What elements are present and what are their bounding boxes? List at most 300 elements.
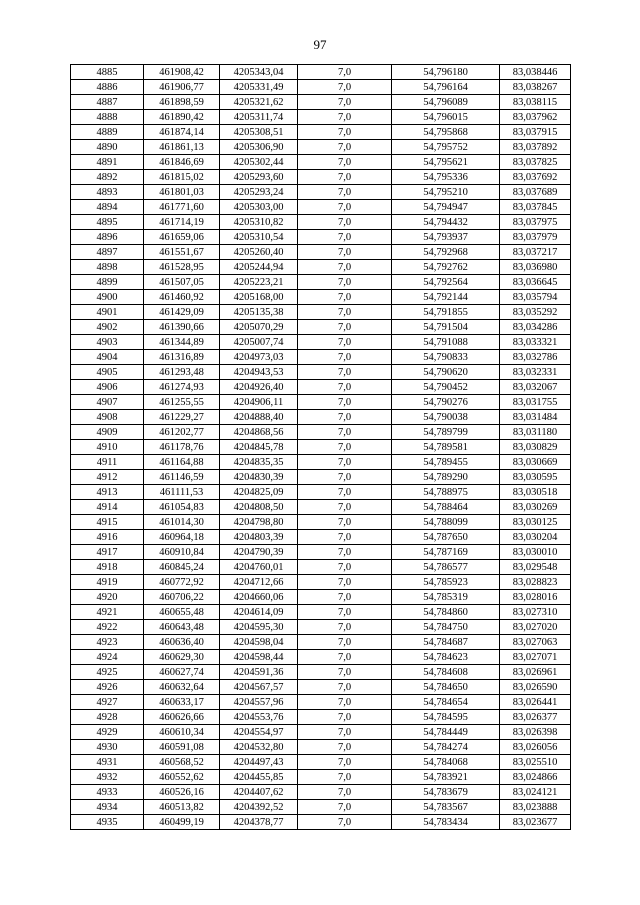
longitude-cell: 83,036980 [500, 260, 571, 275]
x-coordinate-cell: 460706,22 [144, 590, 220, 605]
longitude-cell: 83,026590 [500, 680, 571, 695]
latitude-cell: 54,787169 [392, 545, 500, 560]
point-number-cell: 4912 [71, 470, 144, 485]
table-row [71, 425, 571, 440]
latitude-cell: 54,795336 [392, 170, 500, 185]
value-cell: 7,0 [298, 95, 392, 110]
point-number-cell: 4931 [71, 755, 144, 770]
longitude-cell: 83,033321 [500, 335, 571, 350]
value-cell: 7,0 [298, 725, 392, 740]
longitude-cell: 83,023888 [500, 800, 571, 815]
x-coordinate-cell: 461846,69 [144, 155, 220, 170]
table-row [71, 635, 571, 650]
x-coordinate-cell: 460610,34 [144, 725, 220, 740]
point-number-cell: 4930 [71, 740, 144, 755]
value-cell: 7,0 [298, 365, 392, 380]
value-cell: 7,0 [298, 650, 392, 665]
x-coordinate-cell: 460568,52 [144, 755, 220, 770]
y-coordinate-cell: 4205308,51 [220, 125, 298, 140]
latitude-cell: 54,790620 [392, 365, 500, 380]
longitude-cell: 83,026961 [500, 665, 571, 680]
value-cell: 7,0 [298, 65, 392, 80]
y-coordinate-cell: 4204712,66 [220, 575, 298, 590]
page-number: 97 [313, 37, 327, 52]
x-coordinate-cell: 460845,24 [144, 560, 220, 575]
point-number-cell: 4904 [71, 350, 144, 365]
y-coordinate-cell: 4204392,52 [220, 800, 298, 815]
latitude-cell: 54,790276 [392, 395, 500, 410]
y-coordinate-cell: 4204557,96 [220, 695, 298, 710]
x-coordinate-cell: 461111,53 [144, 485, 220, 500]
latitude-cell: 54,783567 [392, 800, 500, 815]
table-row [71, 710, 571, 725]
y-coordinate-cell: 4205311,74 [220, 110, 298, 125]
longitude-cell: 83,027071 [500, 650, 571, 665]
table-row [71, 500, 571, 515]
y-coordinate-cell: 4205343,04 [220, 65, 298, 80]
y-coordinate-cell: 4204660,06 [220, 590, 298, 605]
longitude-cell: 83,034286 [500, 320, 571, 335]
point-number-cell: 4921 [71, 605, 144, 620]
value-cell: 7,0 [298, 740, 392, 755]
table-row [71, 410, 571, 425]
y-coordinate-cell: 4204868,56 [220, 425, 298, 440]
table-row [71, 305, 571, 320]
y-coordinate-cell: 4204906,11 [220, 395, 298, 410]
table-row [71, 650, 571, 665]
longitude-cell: 83,030269 [500, 500, 571, 515]
longitude-cell: 83,038446 [500, 65, 571, 80]
x-coordinate-cell: 460636,40 [144, 635, 220, 650]
table-row [71, 95, 571, 110]
latitude-cell: 54,783921 [392, 770, 500, 785]
point-number-cell: 4916 [71, 530, 144, 545]
x-coordinate-cell: 460526,16 [144, 785, 220, 800]
point-number-cell: 4917 [71, 545, 144, 560]
point-number-cell: 4907 [71, 395, 144, 410]
value-cell: 7,0 [298, 560, 392, 575]
value-cell: 7,0 [298, 215, 392, 230]
latitude-cell: 54,784608 [392, 665, 500, 680]
table-row [71, 770, 571, 785]
table-row [71, 65, 571, 80]
y-coordinate-cell: 4204790,39 [220, 545, 298, 560]
table-row [71, 245, 571, 260]
value-cell: 7,0 [298, 290, 392, 305]
value-cell: 7,0 [298, 125, 392, 140]
value-cell: 7,0 [298, 350, 392, 365]
latitude-cell: 54,784595 [392, 710, 500, 725]
latitude-cell: 54,789290 [392, 470, 500, 485]
value-cell: 7,0 [298, 545, 392, 560]
table-row [71, 80, 571, 95]
longitude-cell: 83,031484 [500, 410, 571, 425]
x-coordinate-cell: 461274,93 [144, 380, 220, 395]
y-coordinate-cell: 4204943,53 [220, 365, 298, 380]
latitude-cell: 54,789581 [392, 440, 500, 455]
value-cell: 7,0 [298, 155, 392, 170]
x-coordinate-cell: 461906,77 [144, 80, 220, 95]
latitude-cell: 54,796180 [392, 65, 500, 80]
y-coordinate-cell: 4205168,00 [220, 290, 298, 305]
y-coordinate-cell: 4204567,57 [220, 680, 298, 695]
latitude-cell: 54,796164 [392, 80, 500, 95]
point-number-cell: 4924 [71, 650, 144, 665]
table-row [71, 200, 571, 215]
point-number-cell: 4934 [71, 800, 144, 815]
longitude-cell: 83,037692 [500, 170, 571, 185]
longitude-cell: 83,030829 [500, 440, 571, 455]
x-coordinate-cell: 460499,19 [144, 815, 220, 830]
table-row [71, 110, 571, 125]
y-coordinate-cell: 4204598,44 [220, 650, 298, 665]
latitude-cell: 54,793937 [392, 230, 500, 245]
latitude-cell: 54,791088 [392, 335, 500, 350]
longitude-cell: 83,027063 [500, 635, 571, 650]
x-coordinate-cell: 460964,18 [144, 530, 220, 545]
latitude-cell: 54,783679 [392, 785, 500, 800]
table-row [71, 260, 571, 275]
latitude-cell: 54,788099 [392, 515, 500, 530]
value-cell: 7,0 [298, 665, 392, 680]
point-number-cell: 4919 [71, 575, 144, 590]
longitude-cell: 83,031180 [500, 425, 571, 440]
table-row [71, 785, 571, 800]
x-coordinate-cell: 460772,92 [144, 575, 220, 590]
longitude-cell: 83,032786 [500, 350, 571, 365]
table-row [71, 335, 571, 350]
x-coordinate-cell: 461874,14 [144, 125, 220, 140]
latitude-cell: 54,790833 [392, 350, 500, 365]
value-cell: 7,0 [298, 140, 392, 155]
y-coordinate-cell: 4205293,24 [220, 185, 298, 200]
latitude-cell: 54,791855 [392, 305, 500, 320]
point-number-cell: 4885 [71, 65, 144, 80]
table-row [71, 125, 571, 140]
point-number-cell: 4928 [71, 710, 144, 725]
point-number-cell: 4905 [71, 365, 144, 380]
y-coordinate-cell: 4204835,35 [220, 455, 298, 470]
latitude-cell: 54,796015 [392, 110, 500, 125]
y-coordinate-cell: 4205303,00 [220, 200, 298, 215]
latitude-cell: 54,784274 [392, 740, 500, 755]
value-cell: 7,0 [298, 620, 392, 635]
longitude-cell: 83,027020 [500, 620, 571, 635]
point-number-cell: 4915 [71, 515, 144, 530]
x-coordinate-cell: 461460,92 [144, 290, 220, 305]
point-number-cell: 4887 [71, 95, 144, 110]
y-coordinate-cell: 4204845,78 [220, 440, 298, 455]
longitude-cell: 83,027310 [500, 605, 571, 620]
longitude-cell: 83,028016 [500, 590, 571, 605]
latitude-cell: 54,792968 [392, 245, 500, 260]
x-coordinate-cell: 461429,09 [144, 305, 220, 320]
y-coordinate-cell: 4205135,38 [220, 305, 298, 320]
value-cell: 7,0 [298, 440, 392, 455]
table-row [71, 290, 571, 305]
x-coordinate-cell: 460552,62 [144, 770, 220, 785]
latitude-cell: 54,794432 [392, 215, 500, 230]
x-coordinate-cell: 461202,77 [144, 425, 220, 440]
point-number-cell: 4923 [71, 635, 144, 650]
point-number-cell: 4899 [71, 275, 144, 290]
longitude-cell: 83,037689 [500, 185, 571, 200]
table-row [71, 665, 571, 680]
value-cell: 7,0 [298, 710, 392, 725]
longitude-cell: 83,024866 [500, 770, 571, 785]
table-row [71, 140, 571, 155]
x-coordinate-cell: 461714,19 [144, 215, 220, 230]
point-number-cell: 4889 [71, 125, 144, 140]
x-coordinate-cell: 461344,89 [144, 335, 220, 350]
table-row [71, 560, 571, 575]
latitude-cell: 54,795752 [392, 140, 500, 155]
table-row [71, 380, 571, 395]
point-number-cell: 4909 [71, 425, 144, 440]
value-cell: 7,0 [298, 635, 392, 650]
table-row [71, 725, 571, 740]
value-cell: 7,0 [298, 200, 392, 215]
latitude-cell: 54,784654 [392, 695, 500, 710]
x-coordinate-cell: 461908,42 [144, 65, 220, 80]
longitude-cell: 83,037915 [500, 125, 571, 140]
x-coordinate-cell: 460627,74 [144, 665, 220, 680]
point-number-cell: 4890 [71, 140, 144, 155]
table-row [71, 170, 571, 185]
table-row [71, 605, 571, 620]
latitude-cell: 54,789455 [392, 455, 500, 470]
value-cell: 7,0 [298, 80, 392, 95]
value-cell: 7,0 [298, 380, 392, 395]
table-row [71, 740, 571, 755]
point-number-cell: 4927 [71, 695, 144, 710]
y-coordinate-cell: 4204532,80 [220, 740, 298, 755]
latitude-cell: 54,789799 [392, 425, 500, 440]
value-cell: 7,0 [298, 755, 392, 770]
longitude-cell: 83,037979 [500, 230, 571, 245]
longitude-cell: 83,029548 [500, 560, 571, 575]
x-coordinate-cell: 461801,03 [144, 185, 220, 200]
table-row [71, 695, 571, 710]
longitude-cell: 83,037845 [500, 200, 571, 215]
latitude-cell: 54,791504 [392, 320, 500, 335]
table-row [71, 230, 571, 245]
table-row [71, 755, 571, 770]
latitude-cell: 54,784687 [392, 635, 500, 650]
value-cell: 7,0 [298, 110, 392, 125]
point-number-cell: 4929 [71, 725, 144, 740]
value-cell: 7,0 [298, 605, 392, 620]
table-row [71, 680, 571, 695]
x-coordinate-cell: 461771,60 [144, 200, 220, 215]
longitude-cell: 83,025510 [500, 755, 571, 770]
table-row [71, 365, 571, 380]
latitude-cell: 54,784449 [392, 725, 500, 740]
table-row [71, 545, 571, 560]
y-coordinate-cell: 4205310,54 [220, 230, 298, 245]
latitude-cell: 54,795210 [392, 185, 500, 200]
value-cell: 7,0 [298, 815, 392, 830]
table-row [71, 620, 571, 635]
latitude-cell: 54,785923 [392, 575, 500, 590]
y-coordinate-cell: 4204803,39 [220, 530, 298, 545]
x-coordinate-cell: 461146,59 [144, 470, 220, 485]
value-cell: 7,0 [298, 245, 392, 260]
x-coordinate-cell: 460655,48 [144, 605, 220, 620]
longitude-cell: 83,030518 [500, 485, 571, 500]
point-number-cell: 4901 [71, 305, 144, 320]
table-row [71, 440, 571, 455]
x-coordinate-cell: 460643,48 [144, 620, 220, 635]
x-coordinate-cell: 461164,88 [144, 455, 220, 470]
point-number-cell: 4935 [71, 815, 144, 830]
x-coordinate-cell: 461014,30 [144, 515, 220, 530]
y-coordinate-cell: 4205223,21 [220, 275, 298, 290]
x-coordinate-cell: 461255,55 [144, 395, 220, 410]
latitude-cell: 54,788464 [392, 500, 500, 515]
x-coordinate-cell: 461507,05 [144, 275, 220, 290]
value-cell: 7,0 [298, 800, 392, 815]
x-coordinate-cell: 461551,67 [144, 245, 220, 260]
longitude-cell: 83,030595 [500, 470, 571, 485]
value-cell: 7,0 [298, 785, 392, 800]
value-cell: 7,0 [298, 335, 392, 350]
y-coordinate-cell: 4205321,62 [220, 95, 298, 110]
point-number-cell: 4922 [71, 620, 144, 635]
longitude-cell: 83,023677 [500, 815, 571, 830]
y-coordinate-cell: 4204614,09 [220, 605, 298, 620]
table-row [71, 470, 571, 485]
x-coordinate-cell: 461229,27 [144, 410, 220, 425]
y-coordinate-cell: 4204798,80 [220, 515, 298, 530]
value-cell: 7,0 [298, 485, 392, 500]
latitude-cell: 54,787650 [392, 530, 500, 545]
x-coordinate-cell: 461390,66 [144, 320, 220, 335]
value-cell: 7,0 [298, 695, 392, 710]
longitude-cell: 83,038115 [500, 95, 571, 110]
table-row [71, 515, 571, 530]
longitude-cell: 83,030010 [500, 545, 571, 560]
point-number-cell: 4910 [71, 440, 144, 455]
point-number-cell: 4926 [71, 680, 144, 695]
latitude-cell: 54,783434 [392, 815, 500, 830]
value-cell: 7,0 [298, 230, 392, 245]
longitude-cell: 83,032067 [500, 380, 571, 395]
x-coordinate-cell: 461528,95 [144, 260, 220, 275]
y-coordinate-cell: 4205331,49 [220, 80, 298, 95]
y-coordinate-cell: 4205302,44 [220, 155, 298, 170]
value-cell: 7,0 [298, 500, 392, 515]
latitude-cell: 54,784650 [392, 680, 500, 695]
coordinates-table [70, 64, 571, 830]
table-row [71, 185, 571, 200]
latitude-cell: 54,795621 [392, 155, 500, 170]
y-coordinate-cell: 4204973,03 [220, 350, 298, 365]
y-coordinate-cell: 4204808,50 [220, 500, 298, 515]
longitude-cell: 83,037825 [500, 155, 571, 170]
latitude-cell: 54,790452 [392, 380, 500, 395]
point-number-cell: 4902 [71, 320, 144, 335]
x-coordinate-cell: 461659,06 [144, 230, 220, 245]
value-cell: 7,0 [298, 395, 392, 410]
point-number-cell: 4918 [71, 560, 144, 575]
value-cell: 7,0 [298, 770, 392, 785]
point-number-cell: 4896 [71, 230, 144, 245]
longitude-cell: 83,028823 [500, 575, 571, 590]
coordinates-table-body [71, 65, 571, 830]
point-number-cell: 4903 [71, 335, 144, 350]
table-row [71, 455, 571, 470]
latitude-cell: 54,792762 [392, 260, 500, 275]
latitude-cell: 54,794947 [392, 200, 500, 215]
longitude-cell: 83,035794 [500, 290, 571, 305]
value-cell: 7,0 [298, 305, 392, 320]
longitude-cell: 83,026398 [500, 725, 571, 740]
y-coordinate-cell: 4204378,77 [220, 815, 298, 830]
longitude-cell: 83,037975 [500, 215, 571, 230]
longitude-cell: 83,037892 [500, 140, 571, 155]
latitude-cell: 54,786577 [392, 560, 500, 575]
value-cell: 7,0 [298, 275, 392, 290]
longitude-cell: 83,026056 [500, 740, 571, 755]
value-cell: 7,0 [298, 410, 392, 425]
table-row [71, 530, 571, 545]
y-coordinate-cell: 4205310,82 [220, 215, 298, 230]
x-coordinate-cell: 461054,83 [144, 500, 220, 515]
point-number-cell: 4920 [71, 590, 144, 605]
value-cell: 7,0 [298, 185, 392, 200]
y-coordinate-cell: 4204595,30 [220, 620, 298, 635]
x-coordinate-cell: 461316,89 [144, 350, 220, 365]
value-cell: 7,0 [298, 530, 392, 545]
point-number-cell: 4906 [71, 380, 144, 395]
value-cell: 7,0 [298, 425, 392, 440]
latitude-cell: 54,784623 [392, 650, 500, 665]
longitude-cell: 83,031755 [500, 395, 571, 410]
point-number-cell: 4913 [71, 485, 144, 500]
x-coordinate-cell: 461815,02 [144, 170, 220, 185]
y-coordinate-cell: 4205244,94 [220, 260, 298, 275]
point-number-cell: 4886 [71, 80, 144, 95]
value-cell: 7,0 [298, 170, 392, 185]
x-coordinate-cell: 461890,42 [144, 110, 220, 125]
y-coordinate-cell: 4204591,36 [220, 665, 298, 680]
latitude-cell: 54,790038 [392, 410, 500, 425]
x-coordinate-cell: 460626,66 [144, 710, 220, 725]
y-coordinate-cell: 4205070,29 [220, 320, 298, 335]
point-number-cell: 4900 [71, 290, 144, 305]
y-coordinate-cell: 4205306,90 [220, 140, 298, 155]
longitude-cell: 83,037217 [500, 245, 571, 260]
y-coordinate-cell: 4204830,39 [220, 470, 298, 485]
table-row [71, 155, 571, 170]
y-coordinate-cell: 4204825,09 [220, 485, 298, 500]
point-number-cell: 4895 [71, 215, 144, 230]
y-coordinate-cell: 4204554,97 [220, 725, 298, 740]
value-cell: 7,0 [298, 455, 392, 470]
longitude-cell: 83,037962 [500, 110, 571, 125]
value-cell: 7,0 [298, 590, 392, 605]
point-number-cell: 4911 [71, 455, 144, 470]
x-coordinate-cell: 460632,64 [144, 680, 220, 695]
point-number-cell: 4894 [71, 200, 144, 215]
latitude-cell: 54,788975 [392, 485, 500, 500]
y-coordinate-cell: 4204926,40 [220, 380, 298, 395]
latitude-cell: 54,784750 [392, 620, 500, 635]
longitude-cell: 83,032331 [500, 365, 571, 380]
y-coordinate-cell: 4204598,04 [220, 635, 298, 650]
point-number-cell: 4898 [71, 260, 144, 275]
